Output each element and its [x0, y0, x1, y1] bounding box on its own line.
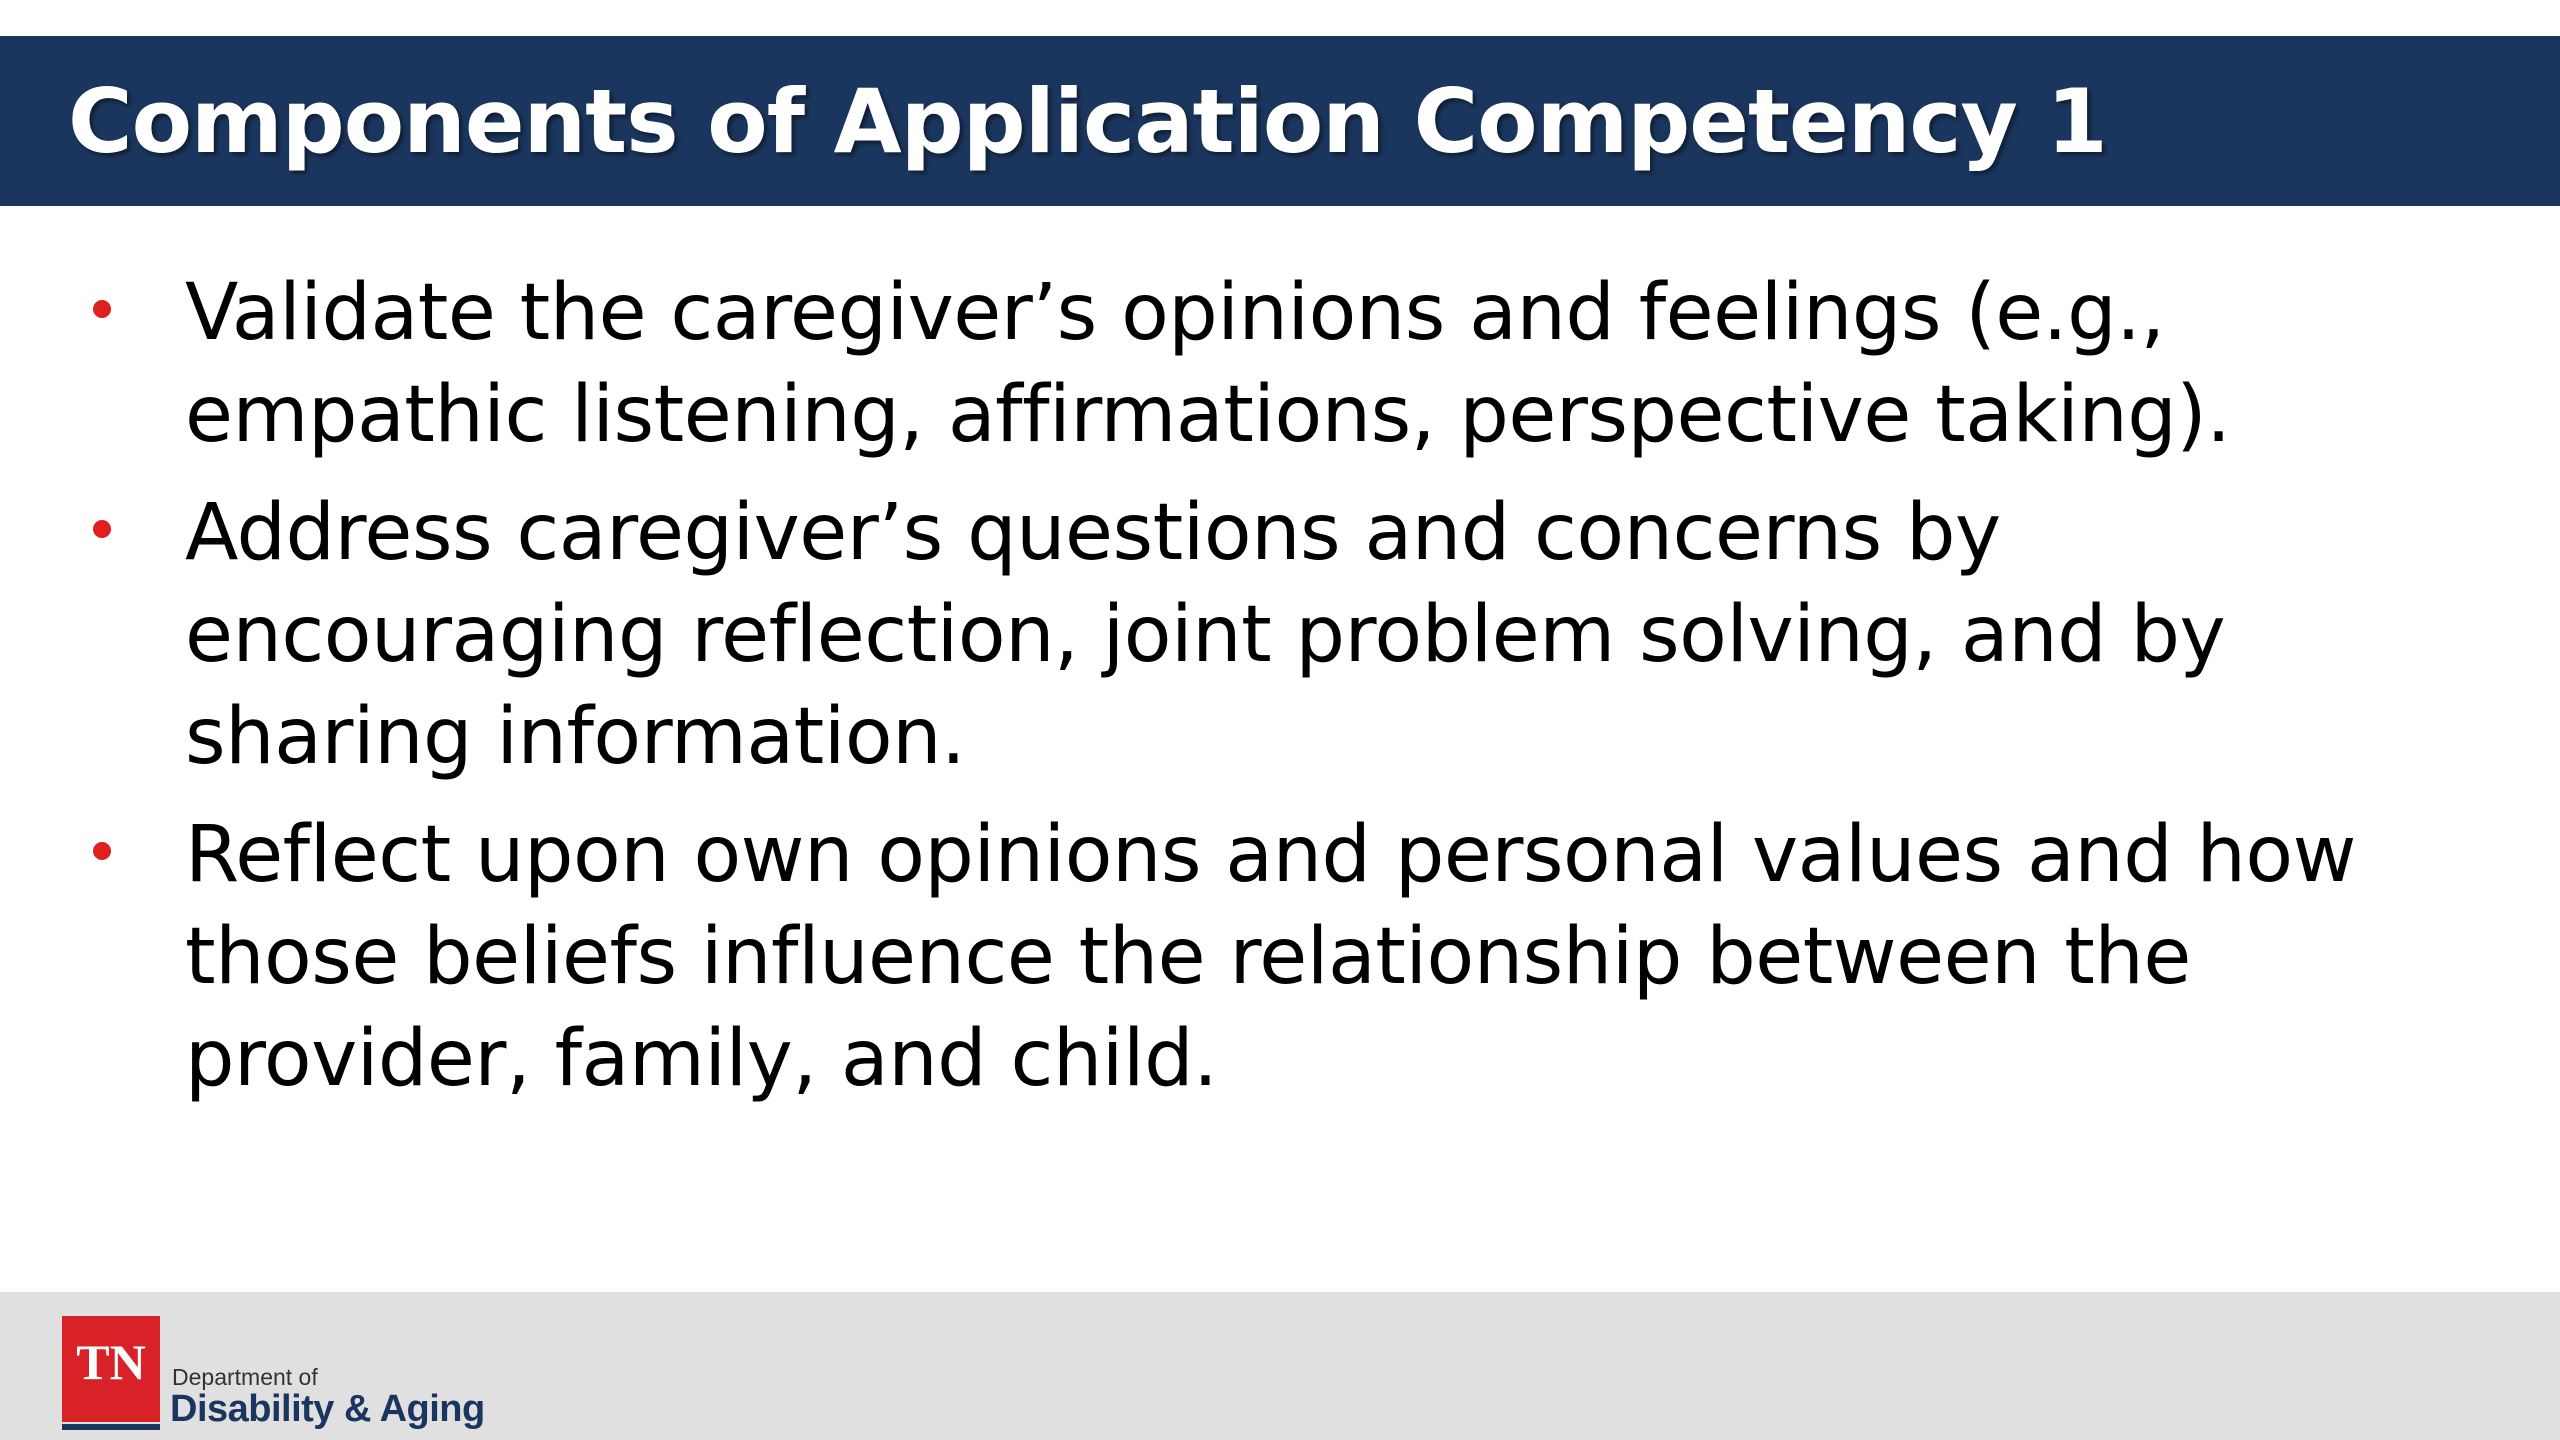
bullet-list [85, 262, 2505, 1126]
tn-logo-mark [62, 1316, 160, 1422]
bullet-dot-icon [93, 842, 111, 860]
logo-department-name: Disability & Aging [170, 1388, 485, 1430]
bullet-dot-icon [93, 520, 111, 538]
bullet-text: Validate the caregiver’s opinions and feelings (e.g., empathic listening, affirmations, perspective taking). [185, 268, 2231, 460]
title-bar [0, 36, 2560, 206]
bullet-text: Address caregiver’s questions and concerns by encouraging reflection, joint problem solving, and by sharing information. [185, 488, 2226, 782]
bullet-item [85, 262, 2505, 466]
bullet-item [85, 482, 2505, 788]
tn-logo-text: TN [76, 1334, 146, 1390]
bullet-dot-icon [93, 300, 111, 318]
department-logo [62, 1316, 502, 1440]
slide-title: Components of Application Competency 1 [68, 69, 2107, 173]
logo-department-prefix: Department of [172, 1364, 318, 1390]
bullet-item [85, 804, 2505, 1110]
logo-underline [62, 1424, 160, 1430]
bullet-text: Reflect upon own opinions and personal values and how those beliefs influence the relationship between the provider, family, and child. [185, 810, 2356, 1104]
